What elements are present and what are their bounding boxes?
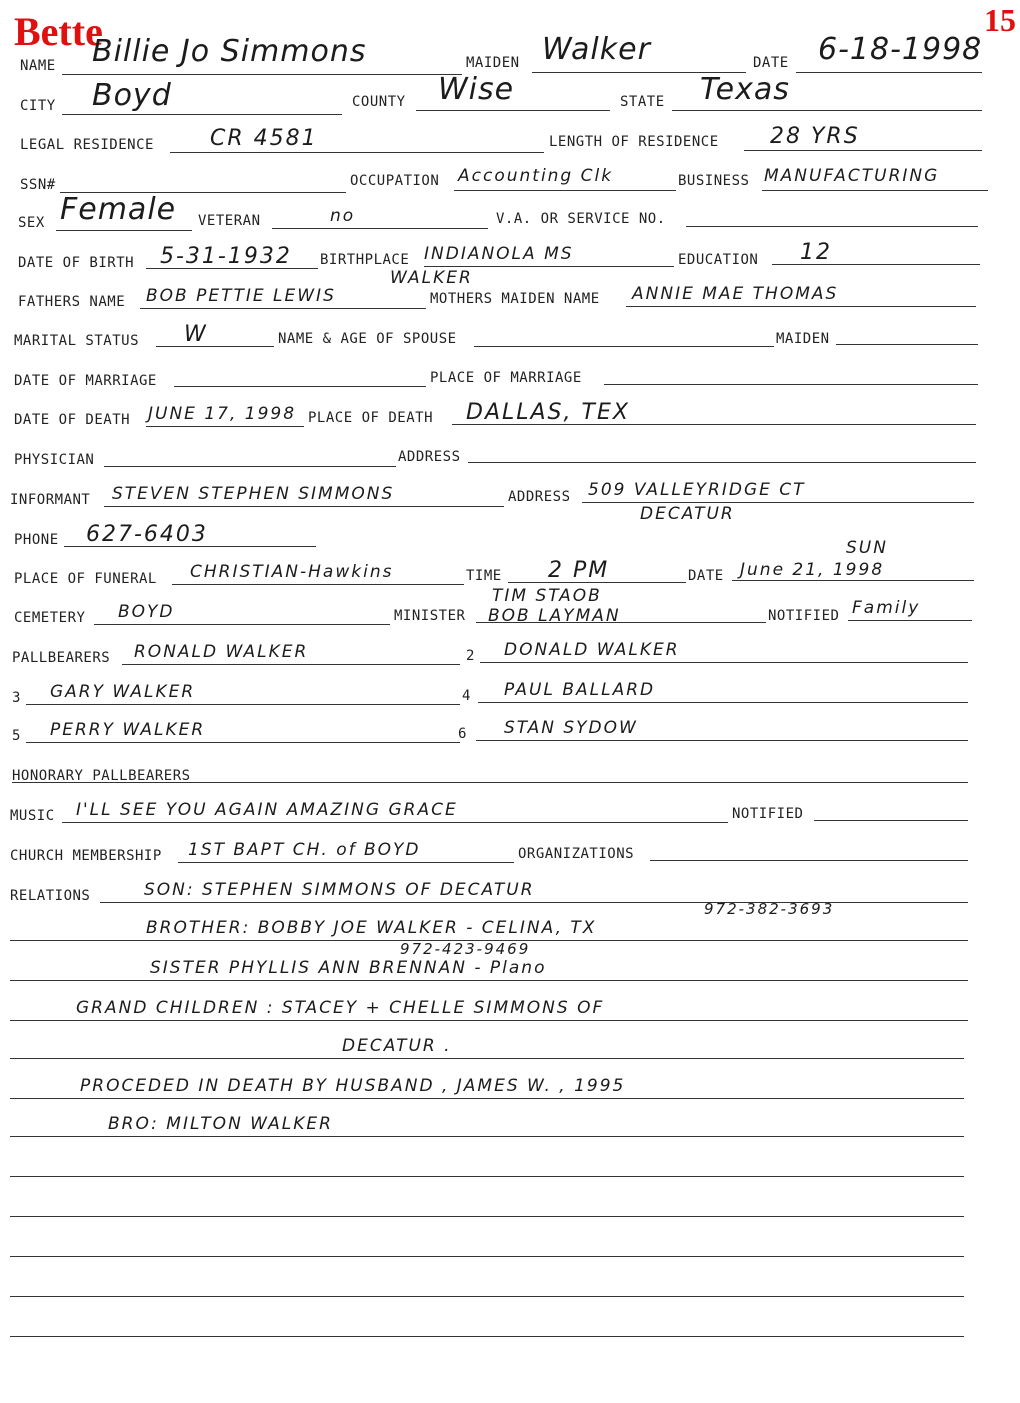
- label-sex: SEX: [18, 215, 45, 231]
- value-length-of-residence: 28 YRS: [770, 124, 860, 149]
- value-dob: 5-31-1932: [160, 244, 292, 269]
- pallbearer-3-field[interactable]: [26, 704, 460, 705]
- label-notified: NOTIFIED: [768, 608, 840, 624]
- spouse-field[interactable]: [474, 346, 774, 347]
- value-place-of-death: DALLAS, TEX: [466, 400, 630, 425]
- relations-line-6[interactable]: [10, 1098, 964, 1099]
- mothers-maiden-field[interactable]: [626, 306, 976, 307]
- label-birthplace: BIRTHPLACE: [320, 252, 410, 268]
- value-brother-phone-2: 972-423-9469: [400, 940, 531, 958]
- county-field[interactable]: [416, 110, 610, 111]
- label-ssn: SSN#: [20, 177, 56, 193]
- pallbearer-6-field[interactable]: [476, 740, 968, 741]
- label-pallbearer-2: 2: [466, 648, 475, 664]
- name-field[interactable]: [62, 74, 462, 75]
- label-informant: INFORMANT: [10, 492, 91, 508]
- relations-line-3[interactable]: [10, 980, 968, 981]
- label-minister: MINISTER: [394, 608, 466, 624]
- value-church: 1ST BAPT CH. of BOYD: [188, 840, 421, 860]
- music-field[interactable]: [62, 822, 728, 823]
- value-maiden: Walker: [542, 32, 651, 67]
- value-veteran: no: [330, 206, 356, 226]
- length-of-residence-field[interactable]: [744, 150, 982, 151]
- value-brother-phone-1: 972-382-3693: [704, 900, 835, 918]
- label-cemetery: CEMETERY: [14, 610, 86, 626]
- business-field[interactable]: [762, 190, 988, 191]
- honorary-field[interactable]: [12, 782, 968, 783]
- label-pallbearer-5: 5: [12, 728, 21, 744]
- date-of-death-field[interactable]: [146, 426, 304, 427]
- relations-line-8[interactable]: [10, 1176, 964, 1177]
- fathers-name-field[interactable]: [140, 308, 426, 309]
- label-fathers-name: FATHERS NAME: [18, 294, 126, 310]
- value-relations-5: DECATUR .: [342, 1036, 452, 1056]
- label-place-of-marriage: PLACE OF MARRIAGE: [430, 370, 582, 386]
- label-business: BUSINESS: [678, 173, 750, 189]
- label-honorary: HONORARY PALLBEARERS: [12, 768, 191, 784]
- organizations-field[interactable]: [650, 860, 968, 861]
- value-funeral-day-note: SUN: [846, 538, 888, 558]
- label-notified2: NOTIFIED: [732, 806, 804, 822]
- value-place-of-funeral: CHRISTIAN-Hawkins: [190, 562, 394, 582]
- label-maiden: MAIDEN: [466, 55, 520, 71]
- pallbearer-2-field[interactable]: [480, 662, 968, 663]
- value-notified: Family: [852, 598, 921, 618]
- label-name: NAME: [20, 58, 56, 74]
- pallbearer-5-field[interactable]: [26, 742, 460, 743]
- label-date-of-death: DATE OF DEATH: [14, 412, 131, 428]
- value-relations-4: GRAND CHILDREN : STACEY + CHELLE SIMMONS OF: [76, 998, 605, 1018]
- value-occupation: Accounting Clk: [458, 166, 614, 186]
- birthplace-field[interactable]: [424, 266, 674, 267]
- value-minister: BOB LAYMAN: [488, 606, 621, 626]
- scan-edge-artifact: [0, 60, 12, 210]
- label-pallbearer-3: 3: [12, 690, 21, 706]
- label-pallbearer-4: 4: [462, 688, 471, 704]
- page-number: 15: [984, 2, 1016, 38]
- value-phone: 627-6403: [86, 522, 208, 547]
- value-relations-3: SISTER PHYLLIS ANN BRENNAN - Plano: [150, 958, 547, 978]
- label-organizations: ORGANIZATIONS: [518, 846, 635, 862]
- label-va-no: V.A. OR SERVICE NO.: [496, 211, 666, 227]
- value-fathers-name-note: WALKER: [390, 268, 473, 288]
- occupation-field[interactable]: [454, 190, 676, 191]
- state-field[interactable]: [672, 110, 982, 111]
- value-pallbearer-5: PERRY WALKER: [50, 720, 206, 740]
- date-of-marriage-field[interactable]: [174, 386, 426, 387]
- value-relations-7: BRO: MILTON WALKER: [108, 1114, 333, 1134]
- label-length-of-residence: LENGTH OF RESIDENCE: [549, 134, 719, 150]
- value-pallbearer-1: RONALD WALKER: [134, 642, 309, 662]
- value-date: 6-18-1998: [818, 32, 983, 67]
- label-maiden2: MAIDEN: [776, 331, 830, 347]
- value-fathers-name: BOB PETTIE LEWIS: [146, 286, 336, 306]
- relations-line-12[interactable]: [10, 1336, 964, 1337]
- value-pallbearer-2: DONALD WALKER: [504, 640, 680, 660]
- legal-residence-field[interactable]: [170, 152, 544, 153]
- value-legal-residence: CR 4581: [210, 126, 318, 151]
- label-mothers-maiden: MOTHERS MAIDEN NAME: [430, 291, 600, 307]
- label-pallbearers: PALLBEARERS: [12, 650, 111, 666]
- date-field[interactable]: [796, 72, 982, 73]
- relations-line-7[interactable]: [10, 1136, 964, 1137]
- label-veteran: VETERAN: [198, 213, 261, 229]
- relations-line-9[interactable]: [10, 1216, 964, 1217]
- value-time: 2 PM: [548, 558, 610, 583]
- label-phone: PHONE: [14, 532, 59, 548]
- value-relations-6: PROCEDED IN DEATH BY HUSBAND , JAMES W. , 1995: [80, 1076, 626, 1096]
- value-sex: Female: [60, 192, 177, 227]
- value-music: I'LL SEE YOU AGAIN AMAZING GRACE: [76, 800, 458, 820]
- label-pallbearer-6: 6: [458, 726, 467, 742]
- label-dob: DATE OF BIRTH: [18, 255, 135, 271]
- relations-line-4[interactable]: [10, 1020, 968, 1021]
- label-place-of-death: PLACE OF DEATH: [308, 410, 434, 426]
- marital-status-field[interactable]: [156, 346, 274, 347]
- value-minister-note: TIM STAOB: [492, 586, 602, 606]
- value-informant-address-note: DECATUR: [640, 504, 735, 524]
- place-of-funeral-field[interactable]: [172, 584, 464, 585]
- value-birthplace: INDIANOLA MS: [424, 244, 574, 264]
- value-county: Wise: [438, 72, 515, 107]
- label-church: CHURCH MEMBERSHIP: [10, 848, 162, 864]
- label-state: STATE: [620, 94, 665, 110]
- city-field[interactable]: [62, 114, 342, 115]
- value-relations-2: BROTHER: BOBBY JOE WALKER - CELINA, TX: [146, 918, 597, 938]
- label-funeral-date: DATE: [688, 568, 724, 584]
- notified2-field[interactable]: [814, 820, 968, 821]
- physician-field[interactable]: [104, 466, 396, 467]
- label-spouse: NAME & AGE OF SPOUSE: [278, 331, 457, 347]
- label-address: ADDRESS: [398, 449, 461, 465]
- value-informant: STEVEN STEPHEN SIMMONS: [112, 484, 395, 504]
- label-date-of-marriage: DATE OF MARRIAGE: [14, 373, 157, 389]
- relations-line-10[interactable]: [10, 1256, 964, 1257]
- informant-address-field[interactable]: [582, 502, 974, 503]
- maiden2-field[interactable]: [836, 344, 978, 345]
- value-name: Billie Jo Simmons: [92, 34, 367, 69]
- relations-line-1[interactable]: [100, 902, 968, 903]
- value-business: MANUFACTURING: [764, 166, 940, 186]
- label-education: EDUCATION: [678, 252, 759, 268]
- label-county: COUNTY: [352, 94, 406, 110]
- cemetery-field[interactable]: [94, 624, 390, 625]
- value-pallbearer-6: STAN SYDOW: [504, 718, 638, 738]
- label-music: MUSIC: [10, 808, 55, 824]
- value-mothers-maiden: ANNIE MAE THOMAS: [632, 284, 839, 304]
- value-cemetery: BOYD: [118, 602, 175, 622]
- pallbearer-4-field[interactable]: [478, 702, 968, 703]
- place-of-marriage-field[interactable]: [604, 384, 978, 385]
- label-occupation: OCCUPATION: [350, 173, 440, 189]
- pallbearer-1-field[interactable]: [122, 664, 460, 665]
- label-place-of-funeral: PLACE OF FUNERAL: [14, 571, 157, 587]
- value-informant-address: 509 VALLEYRIDGE CT: [588, 480, 806, 500]
- name-stamp: Bette: [8, 8, 109, 56]
- label-legal-residence: LEGAL RESIDENCE: [20, 137, 154, 153]
- notified-field[interactable]: [848, 620, 972, 621]
- value-pallbearer-3: GARY WALKER: [50, 682, 196, 702]
- va-no-field[interactable]: [686, 226, 978, 227]
- value-marital-status: W: [184, 322, 208, 347]
- value-state: Texas: [700, 72, 790, 107]
- value-pallbearer-4: PAUL BALLARD: [504, 680, 656, 700]
- label-informant-address: ADDRESS: [508, 489, 571, 505]
- sex-field[interactable]: [56, 230, 192, 231]
- label-physician: PHYSICIAN: [14, 452, 95, 468]
- label-time: TIME: [466, 568, 502, 584]
- value-relations-1: SON: STEPHEN SIMMONS OF DECATUR: [144, 880, 535, 900]
- informant-field[interactable]: [104, 506, 504, 507]
- church-field[interactable]: [178, 862, 514, 863]
- value-date-of-death: JUNE 17, 1998: [148, 404, 297, 424]
- veteran-field[interactable]: [272, 228, 488, 229]
- funeral-date-field[interactable]: [732, 580, 974, 581]
- ssn-redaction: [70, 170, 320, 190]
- label-date: DATE: [753, 55, 789, 71]
- relations-line-5[interactable]: [10, 1058, 964, 1059]
- label-relations: RELATIONS: [10, 888, 91, 904]
- value-education: 12: [800, 240, 832, 265]
- label-city: CITY: [20, 98, 56, 114]
- relations-line-11[interactable]: [10, 1296, 964, 1297]
- value-funeral-date: June 21, 1998: [740, 560, 885, 580]
- label-marital-status: MARITAL STATUS: [14, 333, 140, 349]
- value-city: Boyd: [92, 78, 172, 113]
- address-field[interactable]: [468, 462, 976, 463]
